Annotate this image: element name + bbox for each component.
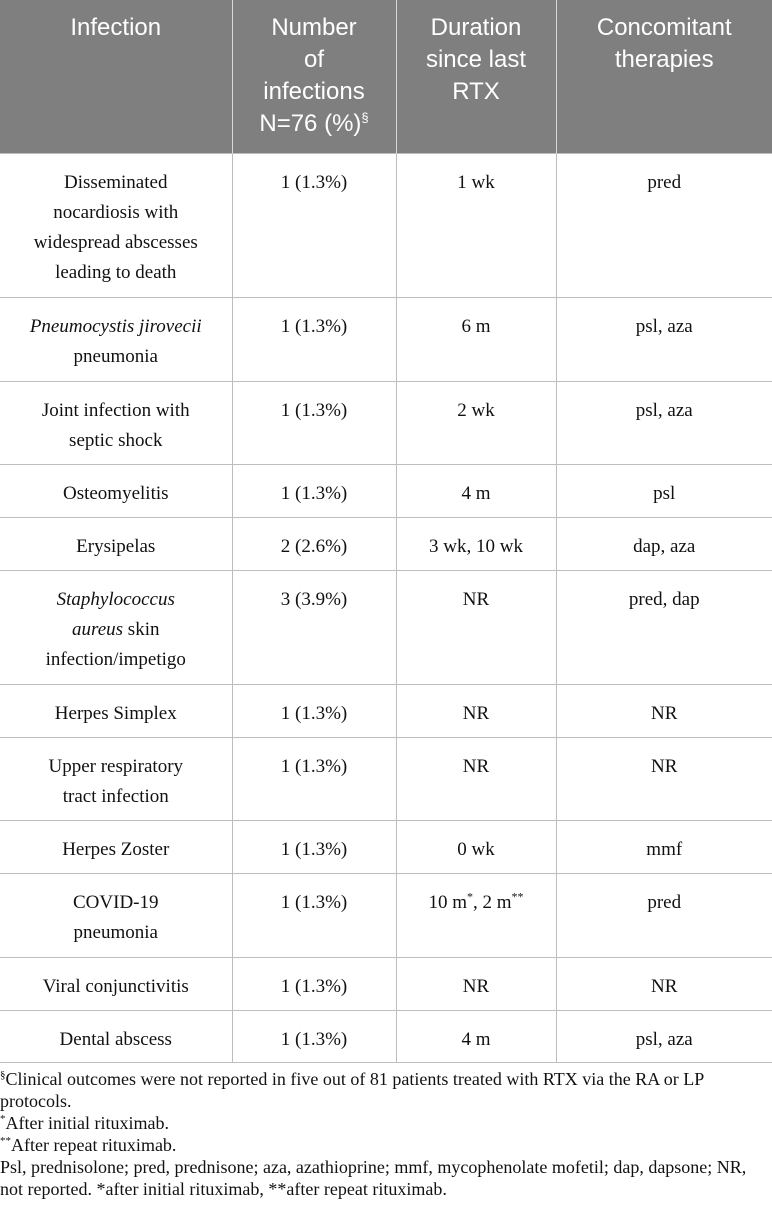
- cell-therapies: NR: [556, 737, 772, 820]
- cell-therapies: psl: [556, 464, 772, 517]
- footnote-text: Clinical outcomes were not reported in five out of 81 patients treated with RTX via the RA or LP protocols.: [0, 1069, 704, 1111]
- footnote-marker: §: [0, 1069, 6, 1081]
- infection-line: Dental abscess: [59, 1028, 172, 1050]
- cell-therapies: pred, dap: [556, 570, 772, 684]
- header-row: [0, 0, 772, 153]
- cell-duration: NR: [396, 684, 556, 737]
- infection-plain-part: skin: [123, 618, 160, 640]
- footnote-text: After repeat rituximab.: [11, 1135, 177, 1155]
- cell-count: 1 (1.3%): [232, 820, 396, 873]
- footnote-marker: **: [0, 1135, 11, 1147]
- duration-repeat: , 2 m: [473, 891, 512, 913]
- table-body: [0, 153, 772, 1062]
- header-line: infections: [263, 78, 365, 105]
- cell-duration: NR: [396, 570, 556, 684]
- repeat-footnote-marker: **: [511, 889, 524, 904]
- table-row: [0, 737, 772, 820]
- cell-duration: [396, 873, 556, 957]
- section-footnote-marker: §: [361, 110, 369, 125]
- table-row: [0, 1010, 772, 1062]
- cell-count: 1 (1.3%): [232, 1010, 396, 1062]
- cell-therapies: psl, aza: [556, 381, 772, 464]
- cell-therapies: pred: [556, 873, 772, 957]
- cell-therapies: dap, aza: [556, 517, 772, 570]
- infection-line: nocardiosis with: [53, 201, 179, 223]
- header-number-of-infections: [232, 0, 396, 153]
- cell-count: 1 (1.3%): [232, 381, 396, 464]
- header-line: therapies: [614, 46, 714, 73]
- footnote-marker: *: [0, 1113, 6, 1125]
- table-footnotes: [0, 1068, 772, 1200]
- footnote-initial: [0, 1112, 772, 1134]
- table-row: [0, 297, 772, 381]
- infection-line: Herpes Simplex: [54, 702, 177, 724]
- header-line: of: [303, 46, 324, 73]
- header-n-text: N=76 (%): [259, 110, 362, 137]
- cell-infection: [0, 381, 232, 464]
- header-line: Number: [271, 14, 357, 41]
- cell-infection: [0, 297, 232, 381]
- cell-infection: [0, 1010, 232, 1062]
- table-row: [0, 464, 772, 517]
- infection-line: Herpes Zoster: [62, 838, 170, 860]
- footnote-repeat: [0, 1134, 772, 1156]
- infection-line: infection/impetigo: [45, 648, 186, 670]
- infection-line: septic shock: [69, 429, 163, 451]
- footnote-abbreviations: [0, 1156, 772, 1200]
- cell-count: 1 (1.3%): [232, 957, 396, 1010]
- cell-duration: 4 m: [396, 464, 556, 517]
- cell-count: 1 (1.3%): [232, 153, 396, 297]
- header-line: Concomitant: [596, 14, 732, 41]
- duration-initial: 10 m: [428, 891, 467, 913]
- cell-therapies: NR: [556, 957, 772, 1010]
- infection-line-italic: Pneumocystis jirovecii: [29, 315, 202, 337]
- cell-infection: [0, 464, 232, 517]
- cell-infection: [0, 820, 232, 873]
- cell-therapies: psl, aza: [556, 1010, 772, 1062]
- infection-line-mixed: [8, 615, 224, 645]
- infection-italic-part: aureus: [72, 618, 124, 640]
- cell-duration: 4 m: [396, 1010, 556, 1062]
- table-row: [0, 381, 772, 464]
- table-row: [0, 684, 772, 737]
- cell-duration: 3 wk, 10 wk: [396, 517, 556, 570]
- infection-line: pneumonia: [73, 921, 158, 943]
- infection-line: tract infection: [62, 785, 169, 807]
- header-infection: [0, 0, 232, 153]
- cell-duration: NR: [396, 957, 556, 1010]
- infection-line: Disseminated: [64, 171, 168, 193]
- table-row: [0, 957, 772, 1010]
- table-row: [0, 153, 772, 297]
- infection-line: pneumonia: [73, 345, 158, 367]
- header-line: Infection: [70, 14, 162, 41]
- cell-therapies: mmf: [556, 820, 772, 873]
- table-row: [0, 570, 772, 684]
- footnote-text: Psl, prednisolone; pred, prednisone; aza, azathioprine; mmf, mycophenolate mofetil; dap, dapsone; NR, not reported. *after initial rituximab, **after repeat rituximab.: [0, 1157, 747, 1199]
- header-line-n: [239, 108, 390, 140]
- header-line: since last: [425, 46, 527, 73]
- infection-line: Viral conjunctivitis: [42, 975, 189, 997]
- cell-infection: [0, 517, 232, 570]
- table-row: [0, 820, 772, 873]
- cell-therapies: NR: [556, 684, 772, 737]
- cell-duration: 0 wk: [396, 820, 556, 873]
- cell-therapies: pred: [556, 153, 772, 297]
- header-concomitant-therapies: [556, 0, 772, 153]
- cell-duration: 6 m: [396, 297, 556, 381]
- table-row: [0, 517, 772, 570]
- infection-line: Upper respiratory: [48, 755, 184, 777]
- cell-infection: [0, 570, 232, 684]
- infection-line: Erysipelas: [76, 535, 156, 557]
- cell-infection: [0, 737, 232, 820]
- cell-count: 1 (1.3%): [232, 737, 396, 820]
- infection-line: COVID-19: [73, 891, 159, 913]
- footnote-text: After initial rituximab.: [5, 1113, 169, 1133]
- cell-duration: 2 wk: [396, 381, 556, 464]
- infection-line: Osteomyelitis: [62, 482, 169, 504]
- table-header: [0, 0, 772, 153]
- infection-line: leading to death: [55, 261, 177, 283]
- cell-duration: NR: [396, 737, 556, 820]
- cell-infection: [0, 153, 232, 297]
- header-duration: [396, 0, 556, 153]
- cell-count: 3 (3.9%): [232, 570, 396, 684]
- infection-line: Joint infection with: [41, 399, 190, 421]
- cell-therapies: psl, aza: [556, 297, 772, 381]
- footnote-section: [0, 1068, 772, 1112]
- cell-count: 1 (1.3%): [232, 464, 396, 517]
- cell-infection: [0, 684, 232, 737]
- header-line: Duration: [430, 14, 522, 41]
- cell-count: 1 (1.3%): [232, 684, 396, 737]
- cell-infection: [0, 873, 232, 957]
- infection-line: widespread abscesses: [33, 231, 198, 253]
- table-row: [0, 873, 772, 957]
- cell-duration: 1 wk: [396, 153, 556, 297]
- cell-count: 2 (2.6%): [232, 517, 396, 570]
- cell-infection: [0, 957, 232, 1010]
- header-line: RTX: [452, 78, 500, 105]
- infection-line-italic: Staphylococcus: [56, 588, 175, 610]
- initial-footnote-marker: *: [467, 889, 473, 904]
- cell-count: 1 (1.3%): [232, 297, 396, 381]
- cell-count: 1 (1.3%): [232, 873, 396, 957]
